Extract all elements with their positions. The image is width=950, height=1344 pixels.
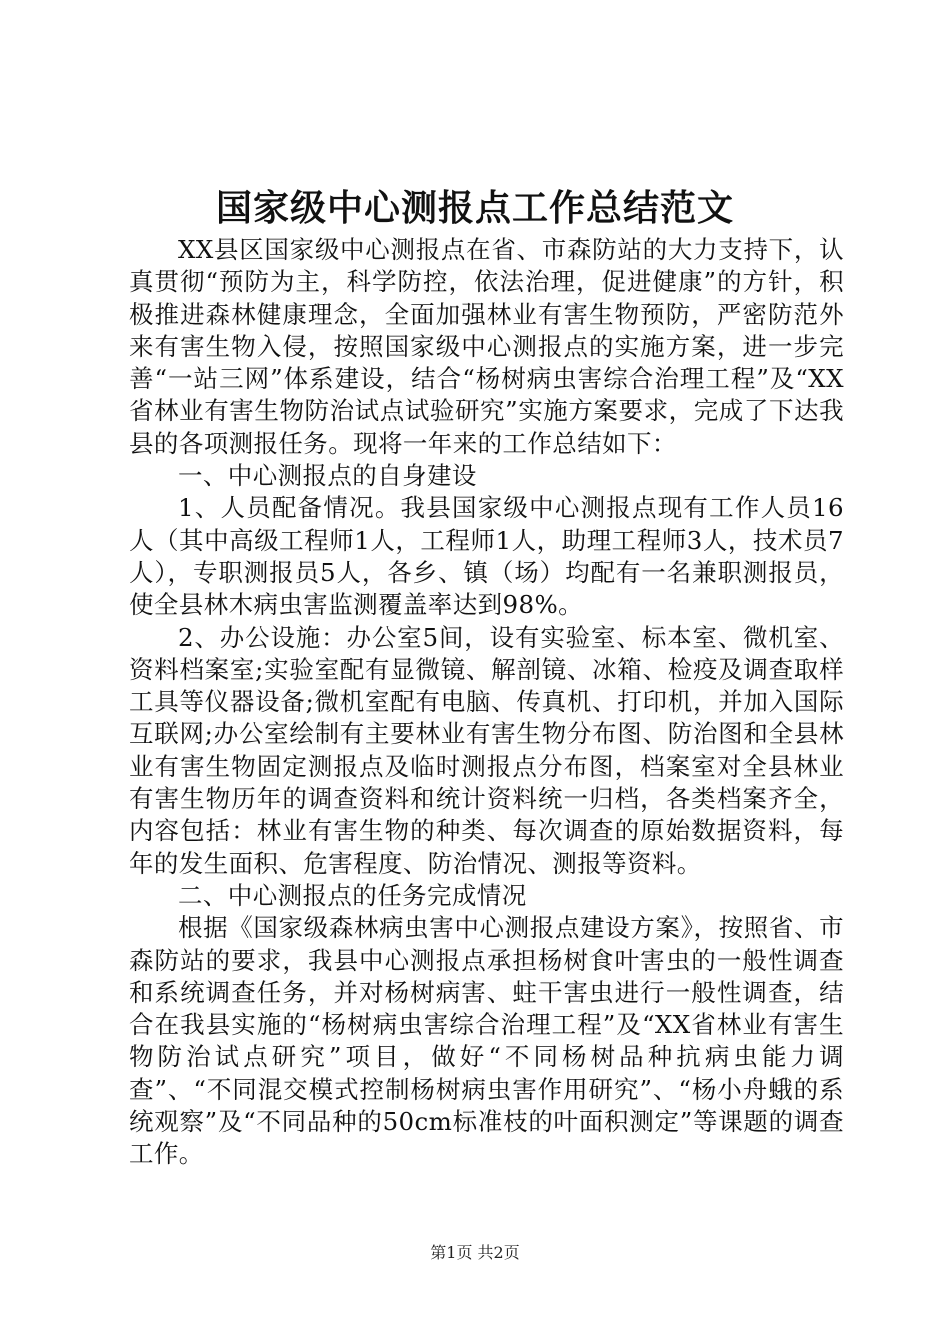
section-heading-1: 一、中心测报点的自身建设 <box>178 461 477 491</box>
paragraph-intro: XX县区国家级中心测报点在省、市森防站的大力支持下，认真贯彻“预防为主，科学防控，依法治理，促进健康”的方针，积极推进森林健康理念，全面加强林业有害生物预防，严密防范外来有害生物入侵，按照国家级中心测报点的实施方案，进一步完善“一站三网”体系建设，结合“杨树病虫害综合治理工程”及“XX省林业有害生物防治试点试验研究”实施方案要求，完成了下达我县的各项测报任务。现将一年来的工作总结如下： <box>129 235 844 458</box>
paragraph-tasks: 根据《国家级森林病虫害中心测报点建设方案》，按照省、市森防站的要求，我县中心测报点承担杨树食叶害虫的一般性调查和系统调查任务，并对杨树病害、蛀干害虫进行一般性调查，结合在我县实施的“杨树病虫害综合治理工程”及“XX省林业有害生物防治试点研究”项目，做好“不同杨树品种抗病虫能力调查”、“不同混交模式控制杨树病虫害作用研究”、“杨小舟蛾的系统观察”及“不同品种的50cm标准枝的叶面积测定”等课题的调查工作。 <box>129 913 844 1169</box>
document-title: 国家级中心测报点工作总结范文 <box>215 187 734 229</box>
paragraph-facilities: 2、办公设施：办公室5间，设有实验室、标本室、微机室、资料档案室;实验室配有显微镜、解剖镜、冰箱、检疫及调查取样工具等仪器设备;微机室配有电脑、传真机、打印机，并加入国际互联网;办公室绘制有主要林业有害生物分布图、防治图和全县林业有害生物固定测报点及临时测报点分布图，档案室对全县林业有害生物历年的调查资料和统计资料统一归档，各类档案齐全，内容包括：林业有害生物的种类、每次调查的原始数据资料，每年的发生面积、危害程度、防治情况、测报等资料。 <box>129 622 844 878</box>
paragraph-staffing: 1、人员配备情况。我县国家级中心测报点现有工作人员16人（其中高级工程师1人，工程师1人，助理工程师3人，技术员7人），专职测报员5人，各乡、镇（场）均配有一名兼职测报员，使全县林木病虫害监测覆盖率达到98%。 <box>129 493 844 620</box>
page-footer: 第1页 共2页 <box>430 1243 520 1262</box>
section-heading-2: 二、中心测报点的任务完成情况 <box>178 880 527 910</box>
document-body <box>129 234 844 1171</box>
